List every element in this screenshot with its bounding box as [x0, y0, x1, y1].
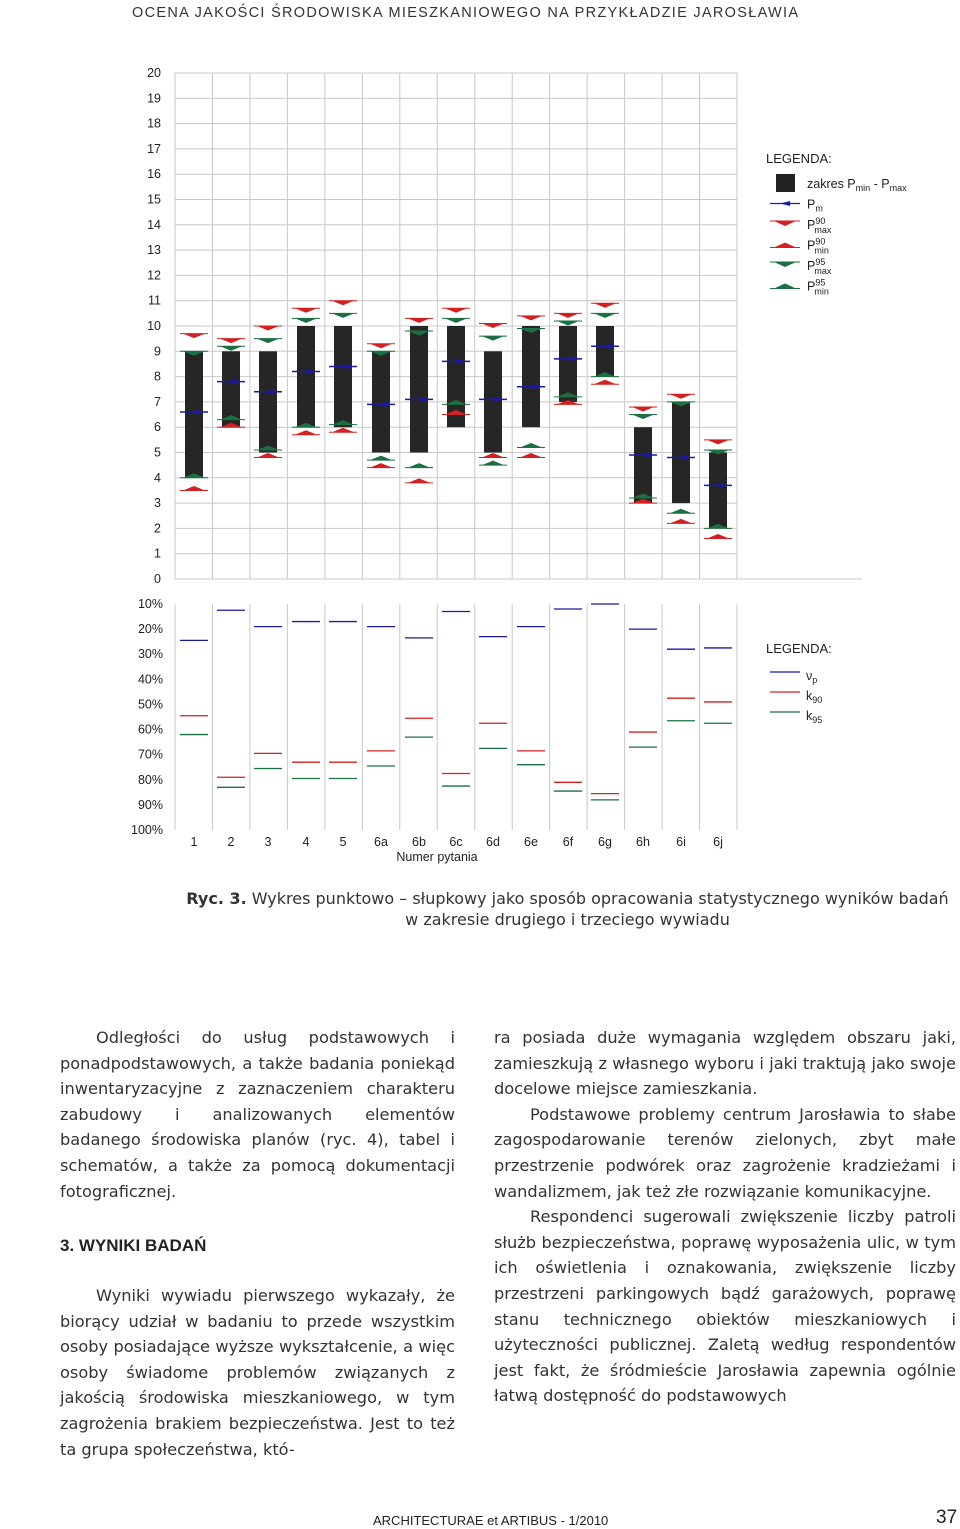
x-tick-label: 6h — [636, 835, 650, 849]
y-tick-label: 19 — [147, 91, 161, 106]
p90max-marker — [408, 318, 430, 323]
range-bar — [372, 351, 390, 452]
p90max-marker — [445, 308, 467, 313]
p90max-marker — [220, 339, 242, 344]
caption-text: Wykres punktowo – słupkowy jako sposób opracowania statystycznego wyników badań w zakresie drugiego i trzeciego wywiadu — [246, 889, 949, 929]
p90max-marker — [332, 301, 354, 306]
p95max-marker — [594, 313, 616, 318]
caption-label: Ryc. 3. — [186, 889, 247, 908]
y-tick-label: 70% — [137, 747, 163, 762]
p90min-marker — [183, 486, 205, 491]
legend-label: $P^{90}$ max — [807, 216, 832, 235]
y-tick-label: 40% — [137, 672, 163, 687]
x-tick-label: 2 — [227, 835, 235, 849]
y-tick-label: 4 — [154, 470, 161, 485]
x-tick-label: 6j — [713, 835, 723, 849]
range-bar — [259, 351, 277, 452]
range-bar — [334, 326, 352, 427]
y-tick-label: 1 — [154, 546, 161, 561]
legend-title: LEGENDA: — [766, 641, 832, 656]
section-heading: 3. WYNIKI BADAŃ — [60, 1236, 207, 1255]
y-tick-label: 18 — [147, 116, 161, 131]
y-tick-label: 13 — [147, 243, 161, 258]
legend-swatch — [774, 243, 796, 248]
paragraph: Odległości do usług podstawowych i ponadpodstawowych, a także badania poniekąd inwentaryzacyjne z zaznaczeniem charakteru zabudowy i analizowanych elementów badanego środowiska planów (ryc. 4), tabel i schematów, a także za pomocą dokumentacji fotograficznej. — [60, 1028, 455, 1201]
p90max-marker — [707, 440, 729, 445]
y-tick-label: 10% — [137, 597, 163, 611]
x-tick-label: 3 — [264, 835, 272, 849]
y-tick-label: 5 — [154, 445, 161, 460]
p95max-marker — [220, 346, 242, 351]
y-tick-label: 60% — [137, 722, 163, 737]
range-bar — [596, 326, 614, 377]
legend-label: $P^{95}$ max — [807, 257, 832, 276]
y-tick-label: 12 — [147, 268, 161, 283]
p95max-marker — [632, 415, 654, 420]
range-bar — [709, 453, 727, 529]
y-tick-label: 11 — [148, 293, 161, 308]
paragraph: Podstawowe problemy centrum Jarosławia to słabe zagospodarowanie terenów zielonych, zbyt małe przestrzenie podwórek oraz zagrożenie kradzieżami i wandalizmem, jak też złe rozwiązanie komunikacyjne. — [494, 1104, 956, 1201]
y-tick-label: 9 — [154, 344, 161, 359]
x-tick-label: 4 — [302, 835, 310, 849]
p90max-marker — [594, 303, 616, 308]
p90max-marker — [632, 407, 654, 412]
x-tick-label: 1 — [190, 835, 198, 849]
p90max-marker — [257, 326, 279, 331]
p95min-marker — [370, 456, 392, 461]
p90min-marker — [408, 478, 430, 483]
p90max-marker — [183, 334, 205, 339]
p90max-marker — [520, 316, 542, 321]
p90min-marker — [482, 453, 504, 458]
legend-label: $k_{95}$ — [806, 709, 823, 725]
y-tick-label: 3 — [154, 496, 161, 511]
y-tick-label: 90% — [137, 797, 163, 812]
left-column — [60, 1025, 455, 1204]
legend-label: $P_m$ — [807, 197, 823, 214]
legend-swatch — [774, 221, 796, 226]
y-tick-label: 17 — [147, 141, 161, 156]
p95min-marker — [670, 509, 692, 513]
p95min-marker — [482, 461, 504, 466]
p90min-marker — [295, 430, 317, 435]
y-tick-label: 14 — [147, 217, 161, 232]
range-bar — [185, 351, 203, 478]
x-tick-label: 6b — [412, 835, 426, 849]
p95max-marker — [482, 336, 504, 341]
legend-label: $k_{90}$ — [806, 689, 823, 705]
p95min-marker — [408, 463, 430, 468]
p95max-marker — [557, 321, 579, 326]
x-tick-label: 5 — [339, 835, 347, 849]
y-tick-label: 6 — [154, 420, 161, 435]
paragraph: ra posiada duże wymagania względem obszaru jaki, zamieszkują z własnego wyboru i jaki traktują jako swoje docelowe miejsce zamieszkania. — [494, 1028, 956, 1099]
running-header: OCENA JAKOŚCI ŚRODOWISKA MIESZKANIOWEGO NA PRZYKŁADZIE JAROSŁAWIA — [132, 5, 800, 21]
p90min-marker — [520, 453, 542, 458]
x-tick-label: 6a — [374, 835, 388, 849]
y-tick-label: 50% — [137, 697, 163, 712]
right-column — [494, 1025, 956, 1409]
p90min-marker — [707, 534, 729, 539]
p95max-marker — [445, 318, 467, 323]
range-bar — [634, 427, 652, 503]
p90max-marker — [295, 308, 317, 313]
p90max-marker — [670, 394, 692, 399]
x-tick-label: 6c — [449, 835, 463, 849]
y-tick-label: 20 — [147, 66, 161, 80]
y-tick-label: 10 — [147, 319, 161, 333]
p90min-marker — [594, 380, 616, 385]
x-tick-label: 6i — [676, 835, 686, 849]
p90max-marker — [557, 313, 579, 318]
legend-swatch — [780, 201, 790, 206]
p90min-marker — [257, 453, 279, 458]
legend-swatch — [776, 174, 795, 192]
y-tick-label: 80% — [137, 772, 163, 787]
p90min-marker — [370, 463, 392, 468]
legend-label: $P^{95}$ min — [807, 277, 829, 297]
x-tick-label: 6f — [562, 835, 574, 849]
y-tick-label: 7 — [154, 394, 161, 409]
legend-swatch — [774, 262, 796, 267]
y-tick-label: 0 — [154, 572, 161, 586]
range-bar — [410, 326, 428, 453]
range-bar — [484, 351, 502, 452]
range-bar — [297, 326, 315, 427]
y-tick-label: 15 — [147, 192, 161, 207]
range-bar — [559, 326, 577, 402]
p90min-marker — [670, 519, 692, 524]
statistical-chart — [0, 55, 960, 870]
paragraph: Respondenci sugerowali zwiększenie liczby patroli służb bezpieczeństwa, poprawę wyposażenia ulic, w tym ich oświetlenia i oznakowania, zwiększenie liczby przestrzeni parkingowych bądź garażowych, poprawę stanu technicznego obiektów mieszkaniowych i użyteczności publicznej. Zaletą według respondentów jest fakt, że śródmieście Jarosławia zapewnia ogólnie łatwą dostępność do podstawowych — [494, 1207, 956, 1406]
legend-label: $\nu_p$ — [806, 669, 818, 685]
x-axis-title: Numer pytania — [396, 850, 478, 864]
figure-caption — [180, 888, 955, 930]
p90max-marker — [370, 344, 392, 349]
y-tick-label: 2 — [154, 521, 161, 536]
range-bar — [522, 326, 540, 427]
p95max-marker — [332, 313, 354, 318]
p95min-marker — [520, 443, 542, 448]
y-tick-label: 20% — [137, 622, 163, 637]
y-tick-label: 100% — [131, 823, 163, 837]
range-bar — [672, 402, 690, 503]
p95max-marker — [295, 318, 317, 323]
x-tick-label: 6g — [598, 835, 612, 849]
p90min-marker — [332, 428, 354, 433]
legend-label: zakres $P_{min} - P_{max}$ — [807, 177, 907, 193]
journal-footer: ARCHITECTURAE et ARTIBUS - 1/2010 — [373, 1513, 609, 1528]
y-tick-label: 8 — [154, 369, 161, 384]
page-number: 37 — [936, 1507, 958, 1528]
left-column-continued — [60, 1283, 455, 1462]
y-tick-label: 16 — [147, 167, 161, 182]
paragraph: Wyniki wywiadu pierwszego wykazały, że biorący udział w badaniu to przede wszystkim osoby posiadające wyższe wykształcenie, a więc osoby świadome problemów związanych z jakością środowiska mieszkaniowego, w tym zagrożenia brakiem bezpieczeństwa. Jest to też ta grupa społeczeństwa, któ- — [60, 1286, 455, 1459]
legend-title: LEGENDA: — [766, 151, 832, 166]
x-tick-label: 6e — [524, 835, 538, 849]
p95max-marker — [257, 339, 279, 344]
legend-label: $P^{90}$ min — [807, 236, 829, 256]
y-tick-label: 30% — [137, 647, 163, 662]
x-tick-label: 6d — [486, 835, 500, 849]
legend-swatch — [774, 284, 796, 289]
